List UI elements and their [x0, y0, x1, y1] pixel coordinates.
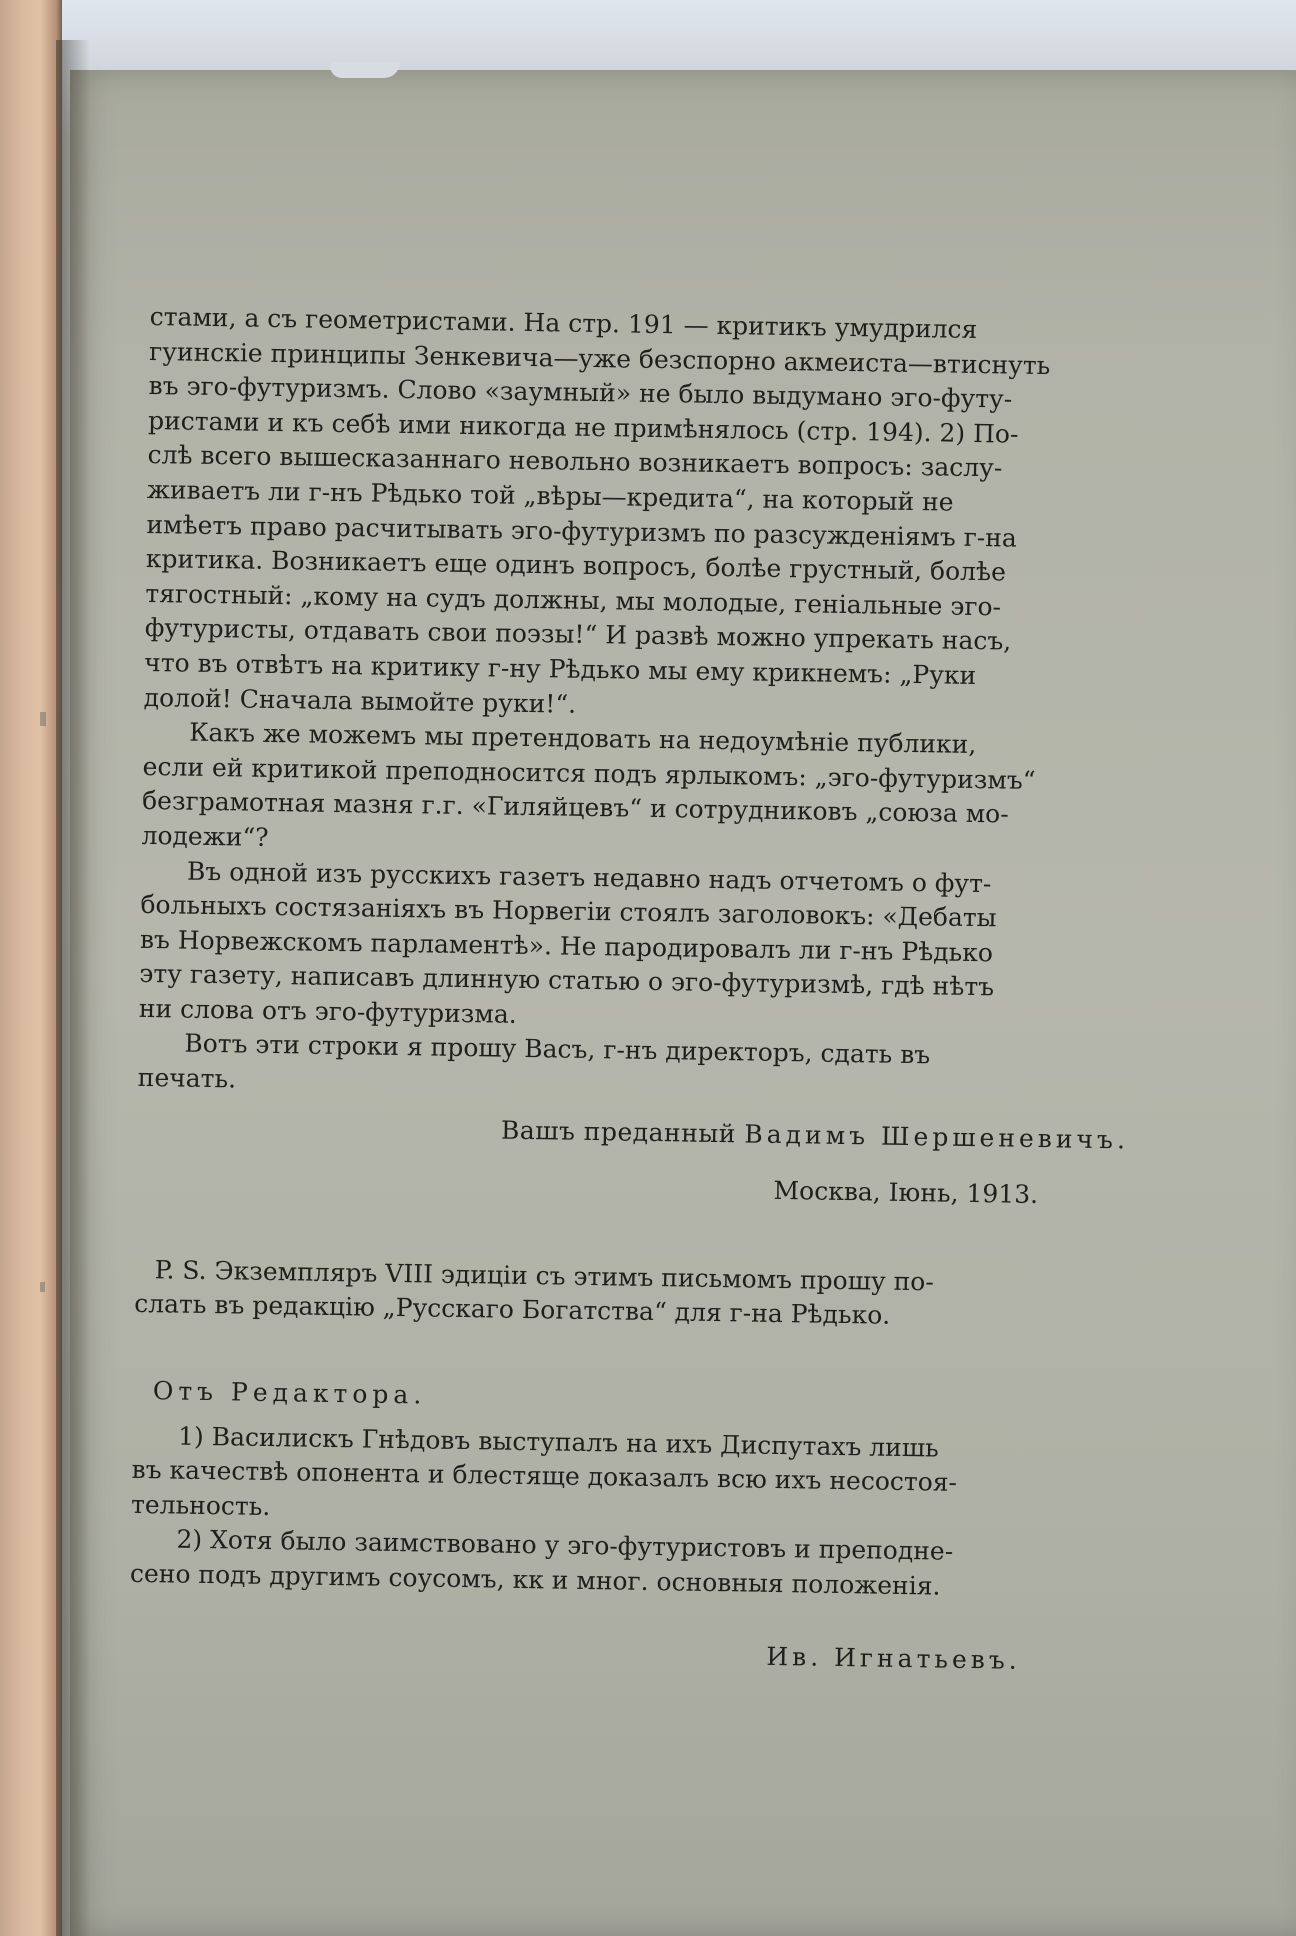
text-line: гуинскіе принципы Зенкевича—уже безспорно акмеиста—втиснуть: [148, 336, 1051, 380]
text-line: 1) Василискъ Гнѣдовъ выступалъ на ихъ Диспутахъ лишь: [177, 1421, 939, 1463]
text-line: ристами и къ себѣ ими никогда не примѣнялось (стр. 194). 2) По-: [147, 405, 1019, 449]
letter-paragraph: [143, 300, 1171, 731]
text-line: въ Норвежскомъ парламентѣ». Не пародировалъ ли г-нъ Рѣдько: [139, 924, 994, 968]
text-line: въ качествѣ опонента и блестяще доказалъ всю ихъ несостоя-: [131, 1455, 958, 1498]
text-line: футуристы, отдавать свои поэзы!“ И развѣ можно упрекать насъ,: [144, 613, 1012, 656]
text-line: лодежи“?: [141, 820, 269, 852]
text-line: долой! Сначала вымойте руки!“.: [143, 682, 577, 719]
text-line: въ эго-футуризмъ. Слово «заумный» не было выдумано эго-футу-: [148, 371, 1013, 414]
text-line: стами, а съ геометристами. На стр. 191 — критикъ умудрился: [149, 301, 978, 344]
signature-name: Вадимъ Шершеневичъ.: [744, 1119, 1130, 1155]
closing-text: Вашъ преданный: [500, 1115, 737, 1148]
text-line: критика. Возникаетъ еще одинъ вопросъ, болѣе грустный, болѣе: [145, 544, 1007, 587]
text-line: эту газету, написавъ длинную статью о эго-футуризмѣ, гдѣ нѣтъ: [139, 959, 995, 1002]
postscript: [134, 1253, 1157, 1338]
text-line: Вотъ эти строки я прошу Васъ, г-нъ директоръ, сдать въ: [184, 1029, 931, 1070]
text-line: Въ одной изъ русскихъ газетъ недавно надъ отчетомъ о фут-: [186, 856, 992, 898]
editor-signature: Ив. Игнатьевъ.: [766, 1641, 1021, 1675]
text-line: сено подъ другимъ соусомъ, кк и мног. основныя положенія.: [129, 1558, 941, 1601]
text-line: что въ отвѣтъ на критику г-ну Рѣдько мы ему крикнемъ: „Руки: [144, 647, 977, 690]
editor-heading: Отъ Редактора.: [152, 1376, 427, 1410]
text-line: P. S. Экземпляръ VIII эдиціи съ этимъ письмомъ прошу по-: [154, 1255, 935, 1297]
text-line: Какъ же можемъ мы претендовать на недоумѣніе публики,: [188, 717, 977, 760]
text-line: имѣетъ право расчитывать эго-футуризмъ по разсужденіямъ г-на: [146, 509, 1018, 553]
text-line: живаетъ ли г-нъ Рѣдько той „вѣры—кредита“, на который не: [146, 474, 954, 517]
letter-paragraph: [138, 1026, 1161, 1111]
text-line: безграмотная мазня г.г. «Гиляйцевъ“ и сотрудниковъ „союза мо-: [141, 786, 1009, 829]
place-date: Москва, Іюнь, 1913.: [773, 1176, 1039, 1210]
letter-paragraph: [141, 715, 1165, 869]
letter-paragraph: [139, 853, 1164, 1042]
text-line: 2) Хотя было заимствовано у эго-футуристовъ и преподне-: [176, 1524, 954, 1567]
editor-note: [131, 1418, 1155, 1538]
letter-signature: [137, 1108, 1159, 1159]
page-text: [129, 300, 1172, 1680]
page-mark: [40, 1282, 45, 1292]
text-line: слать въ редакцію „Русскаго Богатства“ для г-на Рѣдько.: [134, 1289, 891, 1331]
text-line: ни слова отъ эго-футуризма.: [138, 993, 517, 1029]
text-line: больныхъ состязаніяхъ въ Норвегіи стоялъ заголовокъ: «Дебаты: [140, 890, 997, 933]
editor-note: [130, 1522, 1153, 1607]
text-line: печать.: [137, 1062, 237, 1094]
page-mark: [40, 712, 46, 726]
gutter-shadow: [56, 40, 90, 1936]
left-page-edge: [0, 0, 62, 1936]
page-tear: [330, 62, 400, 78]
text-line: если ей критикой преподносится подъ ярлыкомъ: „эго-футуризмъ“: [142, 751, 1036, 795]
text-line: слѣ всего вышесказаннаго невольно возникаетъ вопросъ: заслу-: [147, 440, 1003, 483]
text-line: тельность.: [130, 1489, 271, 1521]
text-line: тягостный: „кому на судъ должны, мы молодые, геніальные эго-: [145, 578, 1002, 622]
